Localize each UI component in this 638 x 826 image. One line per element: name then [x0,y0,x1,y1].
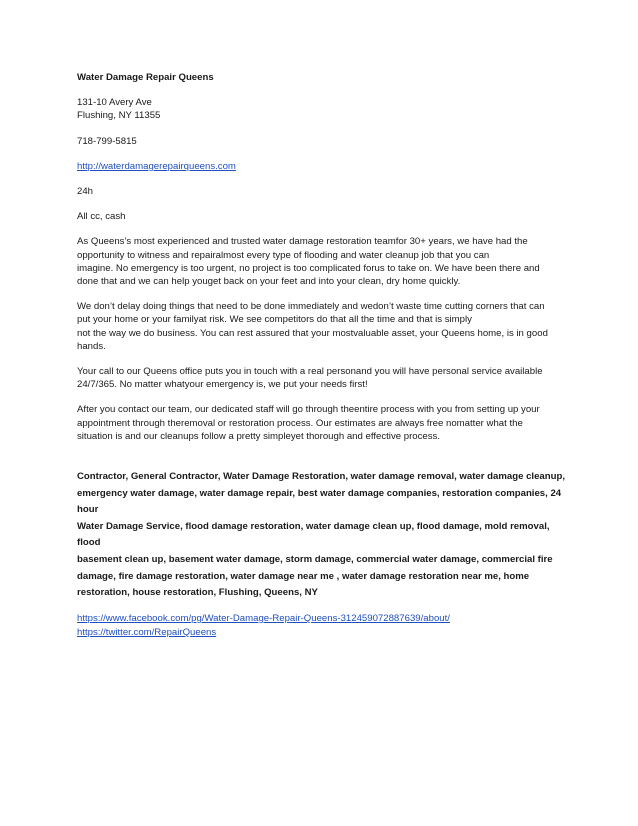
keywords-line: Water Damage Service, flood damage restoration, water damage clean up, flood damage, mold removal, flood [77,520,550,549]
paragraph-line: imagine. No emergency is too urgent, no project is too complicated forus to take on. We have been there and [77,262,540,274]
paragraph-experience [77,235,567,288]
paragraph-line: not the way we do business. You can rest assured that your mostvaluable asset, your Queens home, is in good [77,327,548,339]
paragraph-line: 24/7/365. No matter whatyour emergency is, we put your needs first! [77,379,368,391]
paragraph-line: done that and we can help youget back on your feet and into your clean, dry home quickly. [77,276,461,288]
paragraph-line: After you contact our team, our dedicated staff will go through theentire process with you from setting up your [77,404,540,416]
address-city: Flushing, NY 11355 [77,110,161,122]
paragraph-process [77,403,567,443]
paragraph-no-delay [77,300,567,353]
section-spacer [77,455,567,469]
address-street: 131-10 Avery Ave [77,97,152,109]
paragraph-line: We don’t delay doing things that need to be done immediately and wedon’t waste time cutting corners that can [77,301,545,313]
paragraph-line: opportunity to witness and repairalmost every type of flooding and water cleanup job that you can [77,249,490,261]
paragraph-line: situation is and our cleanups follow a pretty simpleyet thorough and effective process. [77,430,440,442]
paragraph-call [77,365,567,391]
website-link-wrapper [77,160,567,173]
paragraph-line: appointment through theremoval or restoration process. Our estimates are always free nomatter what the [77,417,523,429]
facebook-link[interactable]: https://www.facebook.com/pg/Water-Damage-Repair-Queens-312459072887639/about/ [77,612,450,624]
keywords-line: emergency water damage, water damage repair, best water damage companies, restoration companies, 24 hour [77,487,562,516]
website-link[interactable]: http://waterdamagerepairqueens.com [77,160,236,172]
address-block [77,96,567,122]
document-page [77,71,567,640]
paragraph-line: hands. [77,340,106,352]
document-title: Water Damage Repair Queens [77,72,214,83]
twitter-link[interactable]: https://twitter.com/RepairQueens [77,626,217,638]
paragraph-line: Your call to our Queens office puts you in touch with a real personand you will have personal service available [77,366,543,378]
keywords-line: damage, fire damage restoration, water damage near me , water damage restoration near me, home [77,570,530,582]
paragraph-line: put your home or your familyat risk. We see competitors do that all the time and that is simply [77,314,472,326]
payment-methods: All cc, cash [77,211,126,223]
keywords-block [77,469,567,602]
phone-number: 718-799-5815 [77,135,137,147]
keywords-line: Contractor, General Contractor, Water Damage Restoration, water damage removal, water damage cleanup, [77,471,566,483]
keywords-line: restoration, house restoration, Flushing, Queens, NY [77,587,318,599]
keywords-line: basement clean up, basement water damage, storm damage, commercial water damage, commercial fire [77,554,553,566]
paragraph-line: As Queens’s most experienced and trusted water damage restoration teamfor 30+ years, we have had the [77,236,528,248]
business-hours: 24h [77,186,94,198]
social-links [77,612,567,640]
